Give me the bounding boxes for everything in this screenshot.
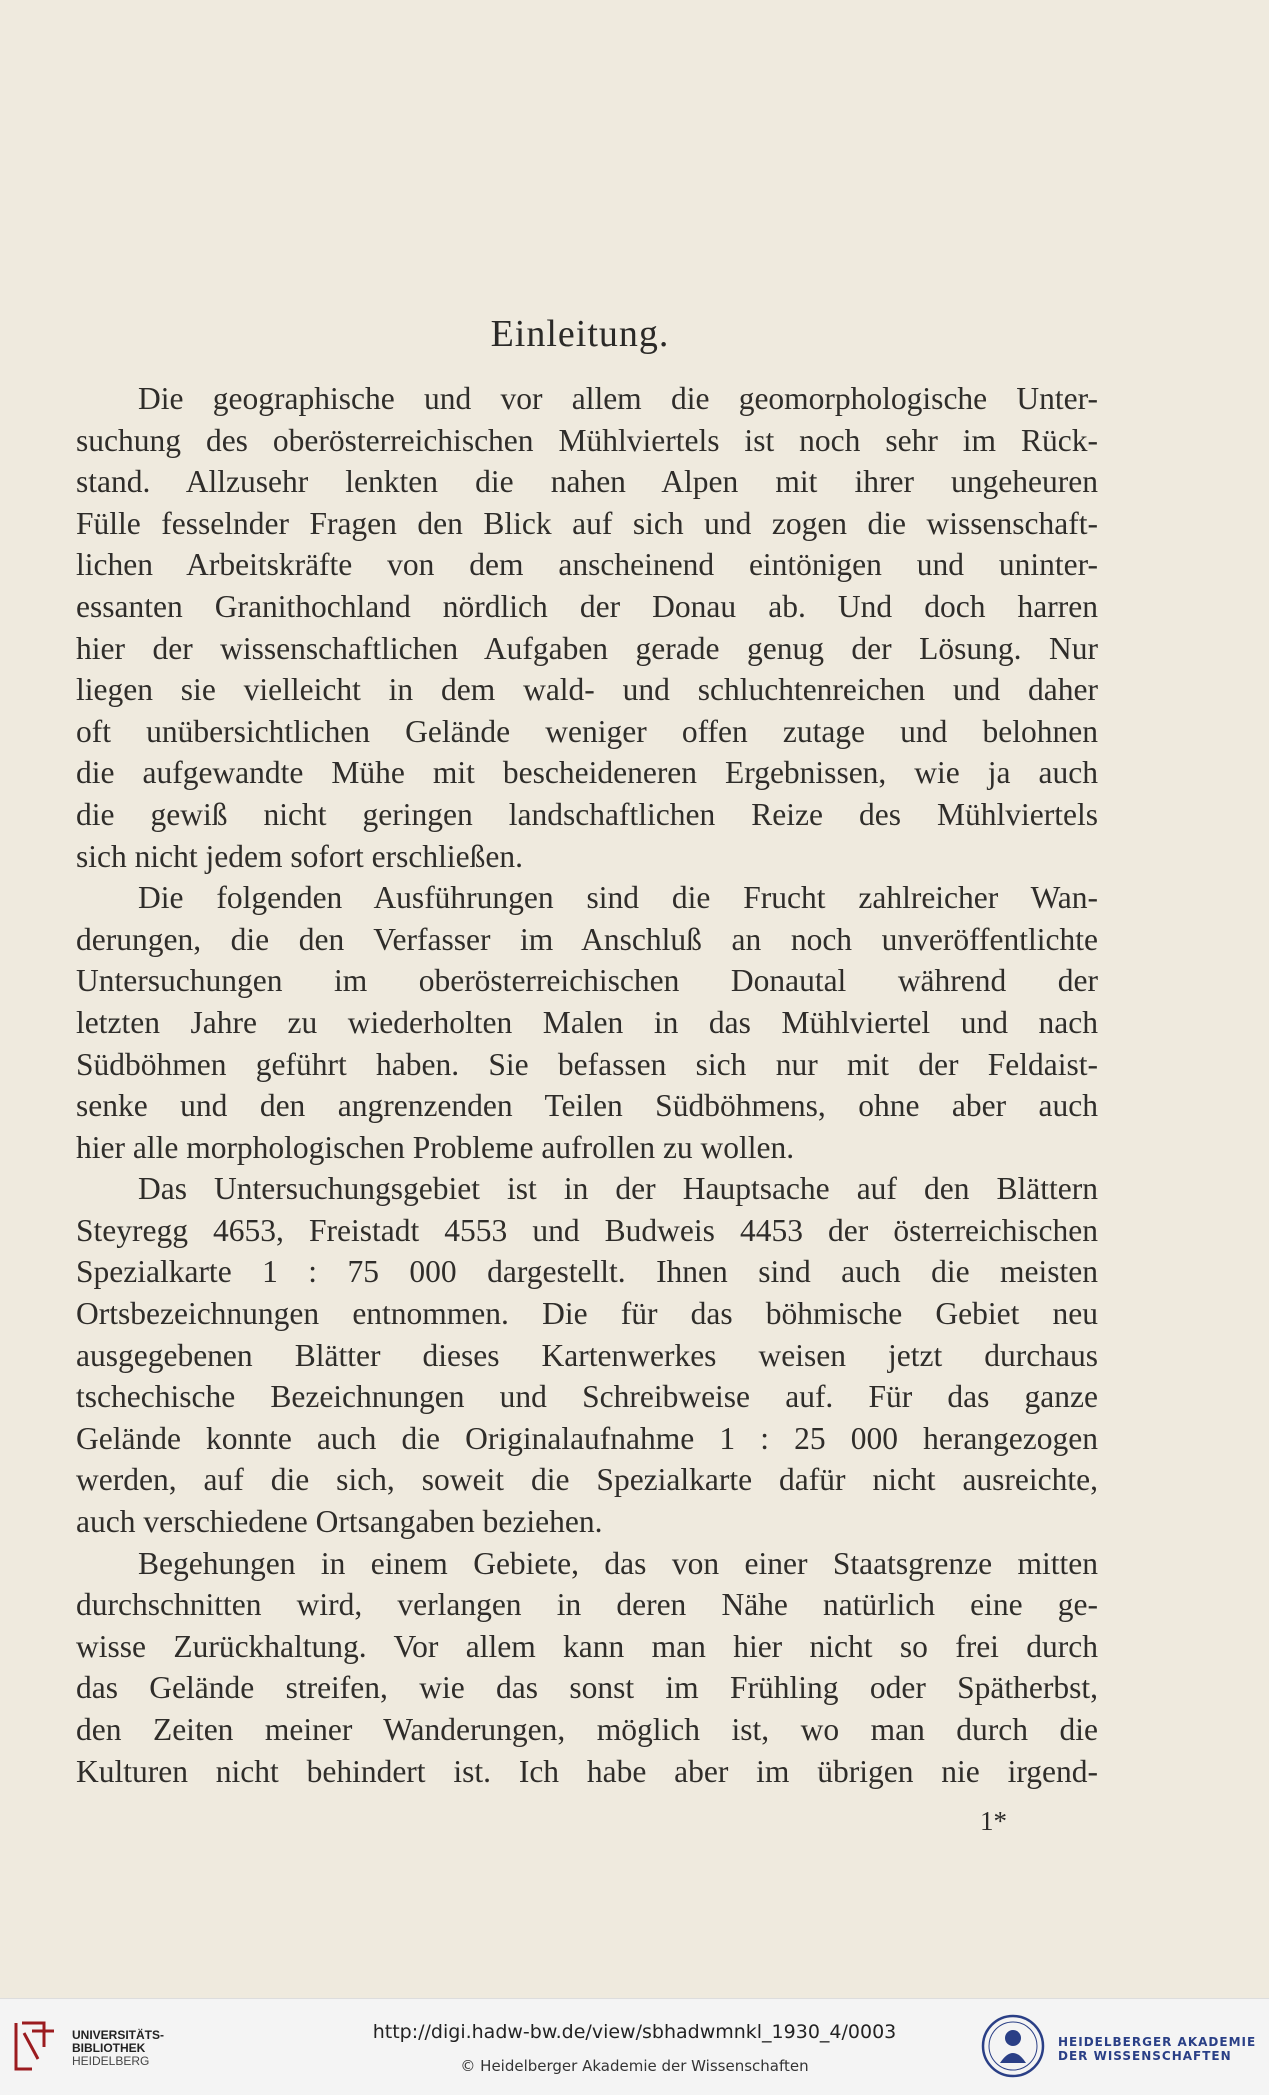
text-line: Steyregg 4653, Freistadt 4553 und Budweis 4453 der österreichischen [76, 1212, 1098, 1248]
ub-name-line: HEIDELBERG [72, 2054, 150, 2068]
text-line: durchschnitten wird, verlangen in deren Nähe natürlich eine ge- [76, 1587, 1098, 1623]
text-line: essanten Granithochland nördlich der Donau ab. Und doch harren [76, 588, 1098, 624]
paragraph [76, 877, 1098, 1168]
text-line: die aufgewandte Mühe mit bescheideneren Ergebnissen, wie ja auch [76, 755, 1098, 791]
text-line: senke und den angrenzenden Teilen Südböhmens, ohne aber auch [76, 1088, 1098, 1124]
text-line: suchung des oberösterreichischen Mühlviertels ist noch sehr im Rück- [76, 422, 1098, 458]
text-line: Ortsbezeichnungen entnommen. Die für das böhmische Gebiet neu [76, 1296, 1098, 1332]
ub-name-line: BIBLIOTHEK [72, 2041, 146, 2055]
ub-name-line: UNIVERSITÄTS- [72, 2028, 165, 2042]
text-line: Spezialkarte 1 : 75 000 dargestellt. Ihnen sind auch die meisten [76, 1254, 1098, 1290]
text-line: Das Untersuchungsgebiet ist in der Hauptsache auf den Blättern [138, 1171, 1098, 1207]
text-line: letzten Jahre zu wiederholten Malen in das Mühlviertel und nach [76, 1004, 1098, 1040]
page-number: 1* [980, 1806, 1007, 1836]
text-line: Begehungen in einem Gebiete, das von einer Staatsgrenze mitten [138, 1545, 1098, 1581]
text-line: oft unübersichtlichen Gelände weniger offen zutage und belohnen [76, 713, 1098, 749]
body-text [76, 378, 1098, 1792]
text-line: lichen Arbeitskräfte von dem anscheinend eintönigen und uninter- [76, 547, 1098, 583]
academy-name-line: DER WISSENSCHAFTEN [1058, 2049, 1232, 2063]
text-line: ausgegebenen Blätter dieses Kartenwerkes weisen jetzt durchaus [76, 1337, 1098, 1373]
text-line: das Gelände streifen, wie das sonst im Frühling oder Spätherbst, [76, 1670, 1098, 1706]
text-line: Die folgenden Ausführungen sind die Frucht zahlreicher Wan- [138, 880, 1098, 916]
text-line: Die geographische und vor allem die geomorphologische Unter- [138, 381, 1098, 416]
paragraph [76, 1168, 1098, 1542]
text-line: Südböhmen geführt haben. Sie befassen sich nur mit der Feldaist- [76, 1046, 1098, 1082]
viewer-footer [0, 1998, 1269, 2095]
text-line: die gewiß nicht geringen landschaftlichen Reize des Mühlviertels [76, 796, 1098, 832]
text-line: tschechische Bezeichnungen und Schreibweise auf. Für das ganze [76, 1379, 1098, 1415]
text-line: Kulturen nicht behindert ist. Ich habe aber im übrigen nie irgend- [76, 1753, 1098, 1789]
text-line: hier alle morphologischen Probleme aufrollen zu wollen. [76, 1129, 795, 1165]
paragraph [76, 378, 1098, 877]
text-line: Untersuchungen im oberösterreichischen Donautal während der [76, 963, 1098, 999]
text-line: Gelände konnte auch die Originalaufnahme 1 : 25 000 herangezogen [76, 1420, 1098, 1456]
text-line: auch verschiedene Ortsangaben beziehen. [76, 1504, 603, 1540]
text-line: derungen, die den Verfasser im Anschluß an noch unveröffentlichte [76, 921, 1098, 957]
text-line: sich nicht jedem sofort erschließen. [76, 838, 523, 874]
text-line: liegen sie vielleicht in dem wald- und schluchtenreichen und daher [76, 672, 1098, 708]
permalink-url[interactable]: http://digi.hadw-bw.de/view/sbhadwmnkl_1930_4/0003 [372, 2021, 897, 2043]
text-line: Fülle fesselnder Fragen den Blick auf sich und zogen die wissenschaft- [76, 505, 1098, 541]
text-line: den Zeiten meiner Wanderungen, möglich ist, wo man durch die [76, 1712, 1098, 1747]
text-line: wisse Zurückhaltung. Vor allem kann man hier nicht so frei durch [76, 1628, 1098, 1664]
text-line: stand. Allzusehr lenkten die nahen Alpen mit ihrer ungeheuren [76, 464, 1098, 500]
academy-seal-icon[interactable] [980, 2013, 1046, 2079]
academy-name [1058, 2035, 1256, 2063]
paragraph [76, 1543, 1098, 1793]
text-line: hier der wissenschaftlichen Aufgaben gerade genug der Lösung. Nur [76, 630, 1098, 666]
copyright-notice: © Heidelberger Akademie der Wissenschaften [460, 2057, 809, 2075]
text-line: werden, auf die sich, soweit die Spezialkarte dafür nicht ausreichte, [76, 1462, 1098, 1498]
academy-name-line: HEIDELBERGER AKADEMIE [1058, 2035, 1257, 2049]
chapter-title: Einleitung. [490, 313, 670, 355]
